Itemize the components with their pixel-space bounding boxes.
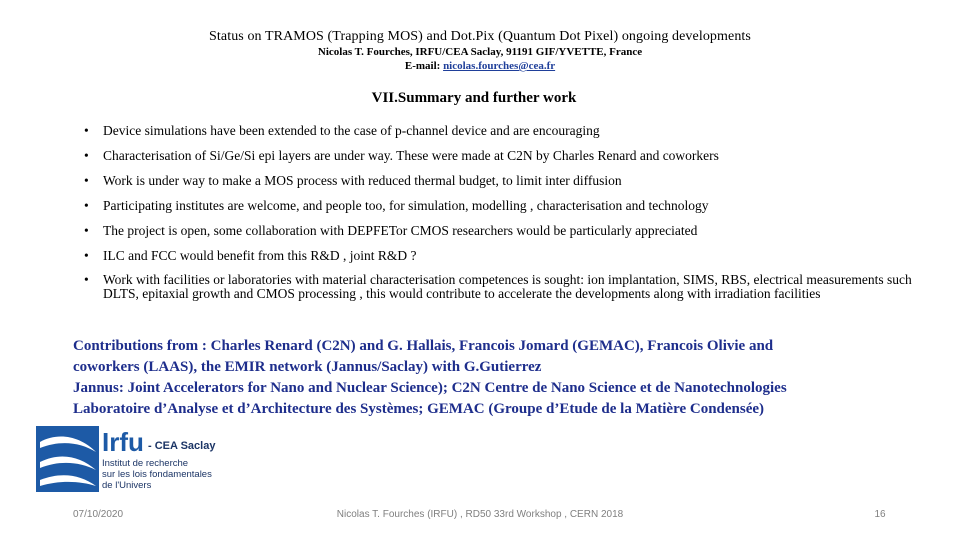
contributions-block [73, 336, 953, 420]
logo-tagline-line: Institut de recherche [102, 458, 189, 469]
footer-center-text: Nicolas T. Fourches (IRFU) , RD50 33rd Workshop , CERN 2018 [336, 509, 624, 520]
footer-date: 07/10/2020 [73, 509, 124, 520]
slide-title: Status on TRAMOS (Trapping MOS) and Dot.Pix (Quantum Dot Pixel) ongoing developments [209, 29, 751, 44]
bullet-text: Device simulations have been extended to the case of p-channel device and are encouraging [103, 123, 600, 138]
bullet-icon: • [84, 123, 89, 138]
bullet-text: Characterisation of Si/Ge/Si epi layers are under way. These were made at C2N by Charles Renard and coworkers [103, 148, 719, 163]
contributions-line: Jannus: Joint Accelerators for Nano and Nuclear Science); C2N Centre de Nano Science et de Nanotechnologies [73, 380, 787, 396]
bullet-text: Work is under way to make a MOS process with reduced thermal budget, to limit inter diffusion [103, 173, 622, 188]
bullet-icon: • [84, 173, 89, 188]
page-number: 16 [874, 509, 886, 520]
bullet-icon: • [84, 223, 89, 238]
email-link[interactable]: nicolas.fourches@cea.fr [443, 60, 556, 72]
logo-tagline-line: de l'Univers [102, 480, 152, 491]
bullet-text: ILC and FCC would benefit from this R&D , joint R&D ? [103, 248, 417, 263]
logo-tagline-line: sur les lois fondamentales [102, 469, 212, 480]
bullet-icon: • [84, 198, 89, 213]
bullet-item [84, 198, 944, 213]
bullet-item [84, 223, 944, 238]
contributions-line: Laboratoire d’Analyse et d’Architecture des Systèmes; GEMAC (Groupe d’Etude de la Matière Condensée) [73, 401, 765, 417]
email-label: E-mail: [404, 60, 444, 72]
bullet-item [84, 248, 944, 263]
logo-irfu-text: Irfu [102, 427, 144, 457]
bullet-item [84, 123, 944, 138]
email-line [0, 60, 960, 72]
bullet-icon: • [84, 248, 89, 263]
author-line: Nicolas T. Fourches, IRFU/CEA Saclay, 91191 GIF/YVETTE, France [317, 46, 643, 58]
contributions-line: coworkers (LAAS), the EMIR network (Jannus/Saclay) with G.Gutierrez [73, 359, 542, 375]
bullet-item [84, 173, 944, 188]
irfu-logo-graphic [36, 426, 226, 492]
bullet-item [84, 148, 944, 163]
section-title: VII.Summary and further work [371, 90, 577, 106]
bullet-text: The project is open, some collaboration with DEPFETor CMOS researchers would be particularly appreciated [103, 223, 698, 238]
bullet-text: Work with facilities or laboratories with material characterisation competences is sought: ion implantation, SIMS, RBS, electrical measurements such DLTS, epitaxial growth and CMOS processing , this would contribute to accelerate the developments along with irradiation facilities [103, 272, 912, 301]
bullet-item [84, 273, 944, 301]
irfu-logo [36, 426, 226, 492]
logo-suffix-text: - CEA Saclay [148, 440, 216, 452]
bullet-icon: • [84, 272, 89, 287]
contributions-line: Contributions from : Charles Renard (C2N) and G. Hallais, Francois Jomard (GEMAC), Francois Olivie and [73, 338, 774, 354]
bullet-icon: • [84, 148, 89, 163]
bullet-text: Participating institutes are welcome, and people too, for simulation, modelling , characterisation and technology [103, 198, 709, 213]
